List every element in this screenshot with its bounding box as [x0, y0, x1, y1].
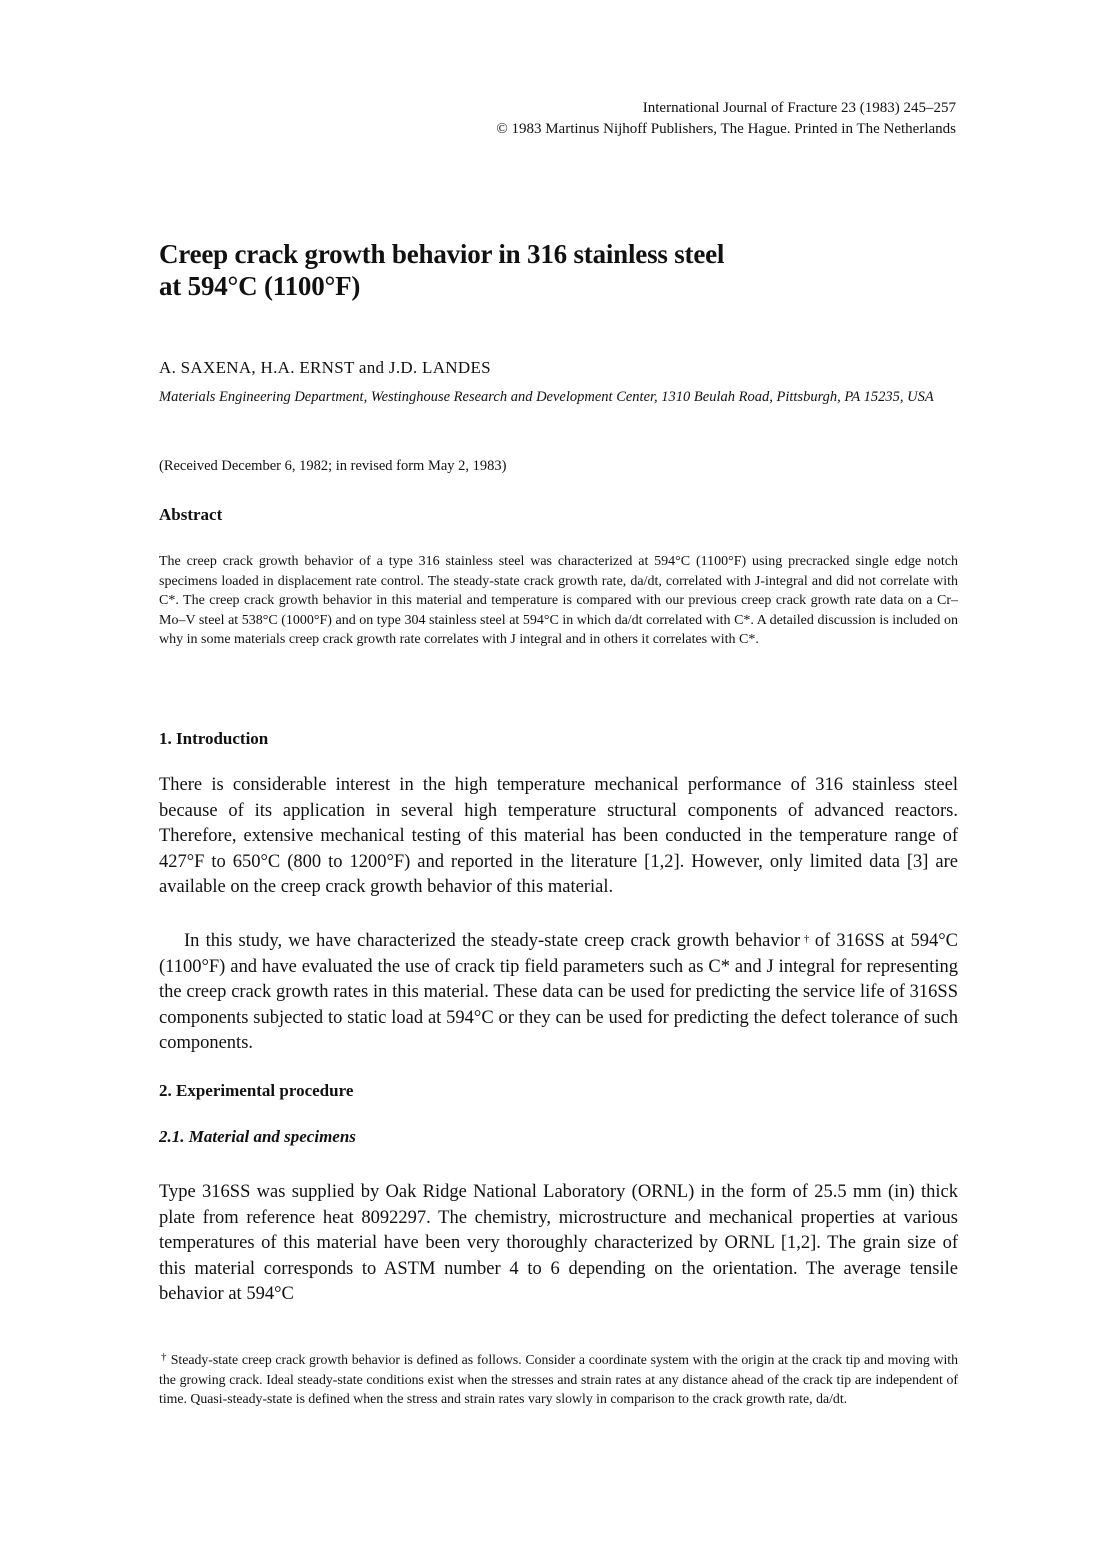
footnote-reference-mark: † — [802, 933, 811, 945]
author-list: A. SAXENA, H.A. ERNST and J.D. LANDES — [159, 358, 491, 377]
journal-citation: International Journal of Fracture 23 (1983) 245–257 — [642, 100, 956, 116]
received-dates: (Received December 6, 1982; in revised form May 2, 1983) — [159, 458, 507, 474]
introduction-heading: 1. Introduction — [159, 729, 269, 748]
footnote — [159, 1348, 958, 1409]
experimental-paragraph-1: Type 316SS was supplied by Oak Ridge National Laboratory (ORNL) in the form of 25.5 mm (in) thick plate from reference heat 8092297. The chemistry, microstructure and mechanical properties at various temperatures of this material have been very thoroughly characterized by ORNL [1,2]. The grain size of this material corresponds to ASTM number 4 to 6 depending on the orientation. The average tensile behavior at 594°C — [159, 1182, 958, 1304]
paper-title-line-2: at 594°C (1100°F) — [159, 271, 361, 301]
abstract-text: The creep crack growth behavior of a type 316 stainless steel was characterized at 594°C (1100°F) using precracked single edge notch specimens loaded in displacement rate control. The steady-state crack growth rate, da/dt, correlated with J-integral and did not correlate with C*. The creep crack growth behavior in this material and temperature is compared with our previous creep crack growth rate data on a Cr–Mo–V steel at 538°C (1000°F) and on type 304 stainless steel at 594°C in which da/dt correlated with C*. A detailed discussion is included on why in some materials creep crack growth rate correlates with J integral and in others it correlates with C*. — [159, 554, 958, 648]
introduction-paragraph-2 — [159, 927, 958, 1057]
material-specimens-subheading: 2.1. Material and specimens — [159, 1127, 356, 1146]
experimental-heading: 2. Experimental procedure — [159, 1081, 354, 1100]
introduction-paragraph-2-start: In this study, we have characterized the steady-state creep crack growth behavior — [184, 931, 801, 951]
abstract-heading: Abstract — [159, 505, 223, 524]
introduction-paragraph-1: There is considerable interest in the high temperature mechanical performance of 316 stainless steel because of its application in several high temperature structural components of advanced reactors. Therefore, extensive mechanical testing of this material has been conducted in the temperature range of 427°F to 650°C (800 to 1200°F) and reported in the literature [1,2]. However, only limited data [3] are available on the creep crack growth behavior of this material. — [159, 775, 958, 897]
footnote-text: Steady-state creep crack growth behavior is defined as follows. Consider a coordinate system with the origin at the crack tip and moving with the growing crack. Ideal steady-state conditions exist when the stresses and strain rates at any distance ahead of the crack tip are independent of time. Quasi-steady-state is defined when the stress and strain rates vary slowly in comparison to the crack growth rate, da/dt. — [159, 1352, 959, 1407]
footnote-mark: † — [161, 1351, 167, 1363]
copyright-notice: © 1983 Martinus Nijhoff Publishers, The Hague. Printed in The Netherlands — [496, 121, 956, 137]
author-affiliation: Materials Engineering Department, Westinghouse Research and Development Center, 1310 Beulah Road, Pittsburgh, PA 15235, USA — [159, 389, 934, 405]
paper-title — [159, 238, 919, 302]
journal-header — [496, 98, 956, 140]
introduction-paragraph-2-end: of 316SS at 594°C (1100°F) and have evaluated the use of crack tip field parameters such as C* and J integral for representing the creep crack growth rates in this material. These data can be used for predicting the service life of 316SS components subjected to static load at 594°C or they can be used for predicting the defect tolerance of such components. — [159, 931, 959, 1053]
paper-title-line-1: Creep crack growth behavior in 316 stainless steel — [159, 239, 725, 269]
